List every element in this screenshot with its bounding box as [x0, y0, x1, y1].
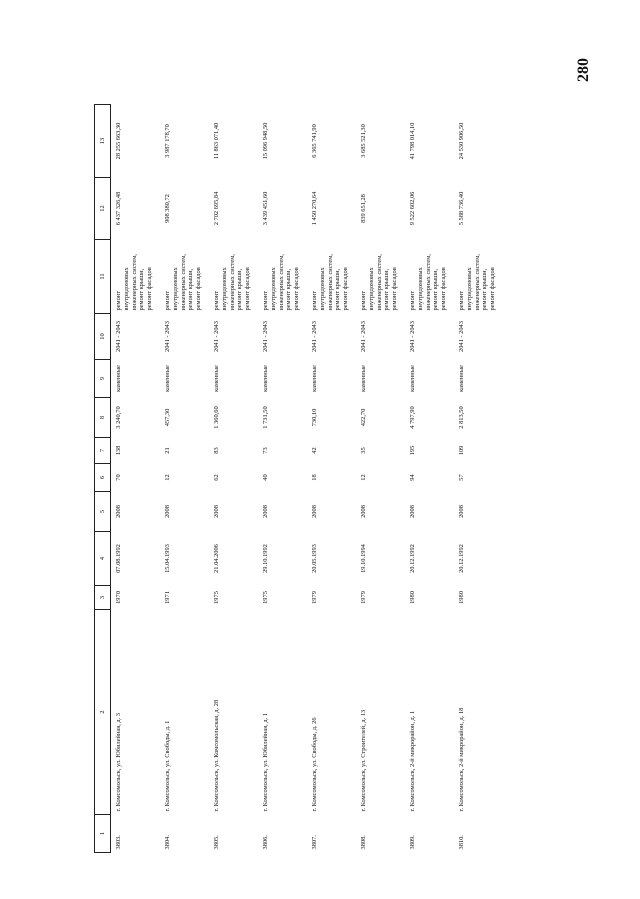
works-line: инженерных систем, [326, 254, 334, 311]
works-line: ремонт фасадов [293, 267, 301, 311]
works-line: ремонт [213, 291, 220, 311]
cost-cell: 9 522 602,06 [409, 191, 416, 226]
row-number: 3809. [409, 835, 416, 850]
registry-table-rotated [94, 105, 572, 853]
works-line: внутридомовых [269, 267, 277, 311]
works-cell [258, 240, 307, 314]
count-b-cell: 42 [311, 447, 318, 454]
year-cell: 2008 [458, 505, 465, 518]
column-header-13: 13 [95, 105, 111, 178]
build-year-cell: 1970 [115, 591, 122, 604]
works-line: ремонт [360, 291, 367, 311]
period-cell: 2041 - 2043 [213, 321, 220, 352]
area-cell: 4 797,90 [409, 406, 416, 429]
count-a-cell: 12 [164, 474, 171, 481]
works-line: внутридомовых [171, 267, 179, 311]
works-cell [356, 240, 405, 314]
count-a-cell: 57 [458, 474, 465, 481]
year-cell: 2008 [311, 505, 318, 518]
works-line: ремонт крыши, [334, 268, 342, 311]
works-line: инженерных систем, [424, 254, 432, 311]
material-cell: каменные [213, 365, 220, 392]
works-line: ремонт [115, 291, 122, 311]
period-cell: 2041 - 2043 [311, 321, 318, 352]
works-line: ремонт [262, 291, 269, 311]
works-line: ремонт крыши, [187, 268, 195, 311]
table-row [111, 105, 161, 853]
works-line: ремонт [409, 291, 416, 311]
area-cell: 1 731,50 [262, 406, 269, 429]
works-line: ремонт фасадов [195, 267, 203, 311]
works-line: ремонт фасадов [489, 267, 497, 311]
column-header-6: 6 [95, 464, 111, 492]
row-number: 3808. [360, 835, 367, 850]
works-line: внутридомовых [465, 267, 473, 311]
table-header [95, 105, 111, 853]
count-b-cell: 109 [458, 445, 465, 456]
column-header-3: 3 [95, 586, 111, 610]
table-row [454, 105, 503, 853]
build-year-cell: 1979 [311, 591, 318, 604]
table-row [209, 105, 258, 853]
material-cell: каменные [262, 365, 269, 392]
date-cell: 20.12.1992 [458, 544, 465, 573]
date-cell: 07.08.1992 [115, 544, 122, 573]
area-cell: 2 813,50 [458, 406, 465, 429]
works-line: внутридомовых [318, 267, 326, 311]
row-number: 3807. [311, 835, 318, 850]
count-b-cell: 73 [262, 447, 269, 454]
column-header-4: 4 [95, 532, 111, 586]
count-b-cell: 195 [409, 445, 416, 456]
count-b-cell: 138 [115, 445, 122, 456]
address-cell: г. Комсомольск, ул. Юбилейная, д. 1 [262, 713, 269, 812]
column-header-1: 1 [95, 815, 111, 853]
year-cell: 2008 [360, 505, 367, 518]
total-cell: 3 685 521,30 [360, 124, 367, 158]
works-line: ремонт фасадов [244, 267, 252, 311]
works-cell [454, 240, 503, 314]
table-row [356, 105, 405, 853]
build-year-cell: 1975 [262, 591, 269, 604]
works-line: внутридомовых [220, 267, 228, 311]
works-line: ремонт крыши, [285, 268, 293, 311]
cost-cell: 1 450 270,64 [311, 191, 318, 226]
year-cell: 2008 [115, 505, 122, 518]
works-line: инженерных систем, [277, 254, 285, 311]
row-number: 3805. [213, 835, 220, 850]
count-a-cell: 94 [409, 474, 416, 481]
material-cell: каменные [311, 365, 318, 392]
date-cell: 20.05.1993 [311, 544, 318, 573]
works-line: ремонт фасадов [391, 267, 399, 311]
area-cell: 1 360,60 [213, 406, 220, 429]
cost-cell: 839 651,28 [360, 194, 367, 223]
material-cell: каменные [360, 365, 367, 392]
works-line: инженерных систем, [179, 254, 187, 311]
works-line: инженерных систем, [130, 254, 138, 311]
address-cell: г. Комсомольск, 2-й микрорайон, д. 18 [458, 707, 465, 812]
total-cell: 41 798 014,10 [409, 122, 416, 160]
count-a-cell: 62 [213, 474, 220, 481]
works-cell [405, 240, 454, 314]
total-cell: 3 987 178,70 [164, 124, 171, 158]
build-year-cell: 1979 [360, 591, 367, 604]
count-b-cell: 83 [213, 447, 220, 454]
column-header-10: 10 [95, 314, 111, 360]
table-body [111, 105, 504, 853]
row-number: 3806. [262, 835, 269, 850]
row-number: 3804. [164, 835, 171, 850]
table-row [258, 105, 307, 853]
count-a-cell: 18 [311, 474, 318, 481]
count-a-cell: 40 [262, 474, 269, 481]
period-cell: 2041 - 2043 [262, 321, 269, 352]
table-row [405, 105, 454, 853]
material-cell: каменные [409, 365, 416, 392]
total-cell: 15 096 948,50 [262, 122, 269, 160]
cost-cell: 5 588 736,40 [458, 191, 465, 226]
period-cell: 2041 - 2043 [360, 321, 367, 352]
works-line: ремонт крыши, [432, 268, 440, 311]
address-cell: г. Комсомольск, ул. Комсомольская, д. 28 [213, 699, 220, 812]
period-cell: 2041 - 2043 [458, 321, 465, 352]
total-cell: 28 255 663,30 [115, 122, 122, 160]
row-number: 3803. [115, 835, 122, 850]
count-a-cell: 70 [115, 474, 122, 481]
build-year-cell: 1975 [213, 591, 220, 604]
address-cell: г. Комсомольск, ул. Свободы, д. 1 [164, 720, 171, 812]
works-cell [209, 240, 258, 314]
address-cell: г. Комсомольск, ул. Свободы, д. 26 [311, 717, 318, 812]
build-year-cell: 1971 [164, 591, 171, 604]
works-line: ремонт крыши, [138, 268, 146, 311]
cost-cell: 6 437 326,48 [115, 191, 122, 226]
works-line: ремонт фасадов [146, 267, 154, 311]
page-number: 280 [575, 58, 592, 82]
cost-cell: 3 439 451,60 [262, 191, 269, 226]
column-header-12: 12 [95, 178, 111, 240]
cost-cell: 2 702 695,84 [213, 191, 220, 226]
cost-cell: 908 380,72 [164, 194, 171, 223]
works-cell [111, 240, 161, 314]
date-cell: 20.12.1992 [409, 544, 416, 573]
row-number: 3810. [458, 835, 465, 850]
address-cell: г. Комсомольск, 2-й микрорайон, д. 1 [409, 710, 416, 812]
works-line: внутридомовых [416, 267, 424, 311]
works-line: инженерных систем, [375, 254, 383, 311]
works-line: ремонт крыши, [383, 268, 391, 311]
works-line: ремонт [164, 291, 171, 311]
year-cell: 2008 [213, 505, 220, 518]
works-line: ремонт [311, 291, 318, 311]
year-cell: 2008 [164, 505, 171, 518]
build-year-cell: 1980 [458, 591, 465, 604]
date-cell: 29.10.1992 [262, 544, 269, 573]
table-row [160, 105, 209, 853]
date-cell: 19.10.1994 [360, 544, 367, 573]
total-cell: 24 530 906,50 [458, 122, 465, 160]
works-line: ремонт крыши, [481, 268, 489, 311]
period-cell: 2041 - 2043 [409, 321, 416, 352]
count-b-cell: 35 [360, 447, 367, 454]
column-header-5: 5 [95, 492, 111, 532]
works-line: ремонт фасадов [342, 267, 350, 311]
date-cell: 21.04.2006 [213, 544, 220, 573]
works-line: ремонт крыши, [236, 268, 244, 311]
works-line: внутридомовых [367, 267, 375, 311]
material-cell: каменные [164, 365, 171, 392]
column-header-8: 8 [95, 398, 111, 438]
works-line: ремонт фасадов [440, 267, 448, 311]
area-cell: 457,30 [164, 408, 171, 427]
total-cell: 6 365 741,90 [311, 124, 318, 158]
total-cell: 11 863 071,40 [213, 122, 220, 160]
works-line: инженерных систем, [473, 254, 481, 311]
works-line: ремонт [458, 291, 465, 311]
column-header-2: 2 [95, 610, 111, 815]
address-cell: г. Комсомольск, ул. Строителей, д. 13 [360, 709, 367, 812]
count-b-cell: 21 [164, 447, 171, 454]
material-cell: каменные [458, 365, 465, 392]
period-cell: 2041 - 2043 [164, 321, 171, 352]
works-cell [307, 240, 356, 314]
works-line: инженерных систем, [228, 254, 236, 311]
column-header-11: 11 [95, 240, 111, 314]
column-header-9: 9 [95, 360, 111, 398]
material-cell: каменные [115, 365, 122, 392]
date-cell: 15.04.1993 [164, 544, 171, 573]
period-cell: 2041 - 2043 [115, 321, 122, 352]
column-header-7: 7 [95, 438, 111, 464]
table-row [307, 105, 356, 853]
address-cell: г. Комсомольск, ул. Юбилейная, д. 3 [115, 713, 122, 812]
area-cell: 3 240,70 [115, 406, 122, 429]
count-a-cell: 12 [360, 474, 367, 481]
registry-table [94, 104, 503, 853]
year-cell: 2008 [409, 505, 416, 518]
area-cell: 730,10 [311, 408, 318, 427]
build-year-cell: 1980 [409, 591, 416, 604]
area-cell: 422,70 [360, 408, 367, 427]
works-line: внутридомовых [122, 267, 130, 311]
year-cell: 2008 [262, 505, 269, 518]
works-cell [160, 240, 209, 314]
